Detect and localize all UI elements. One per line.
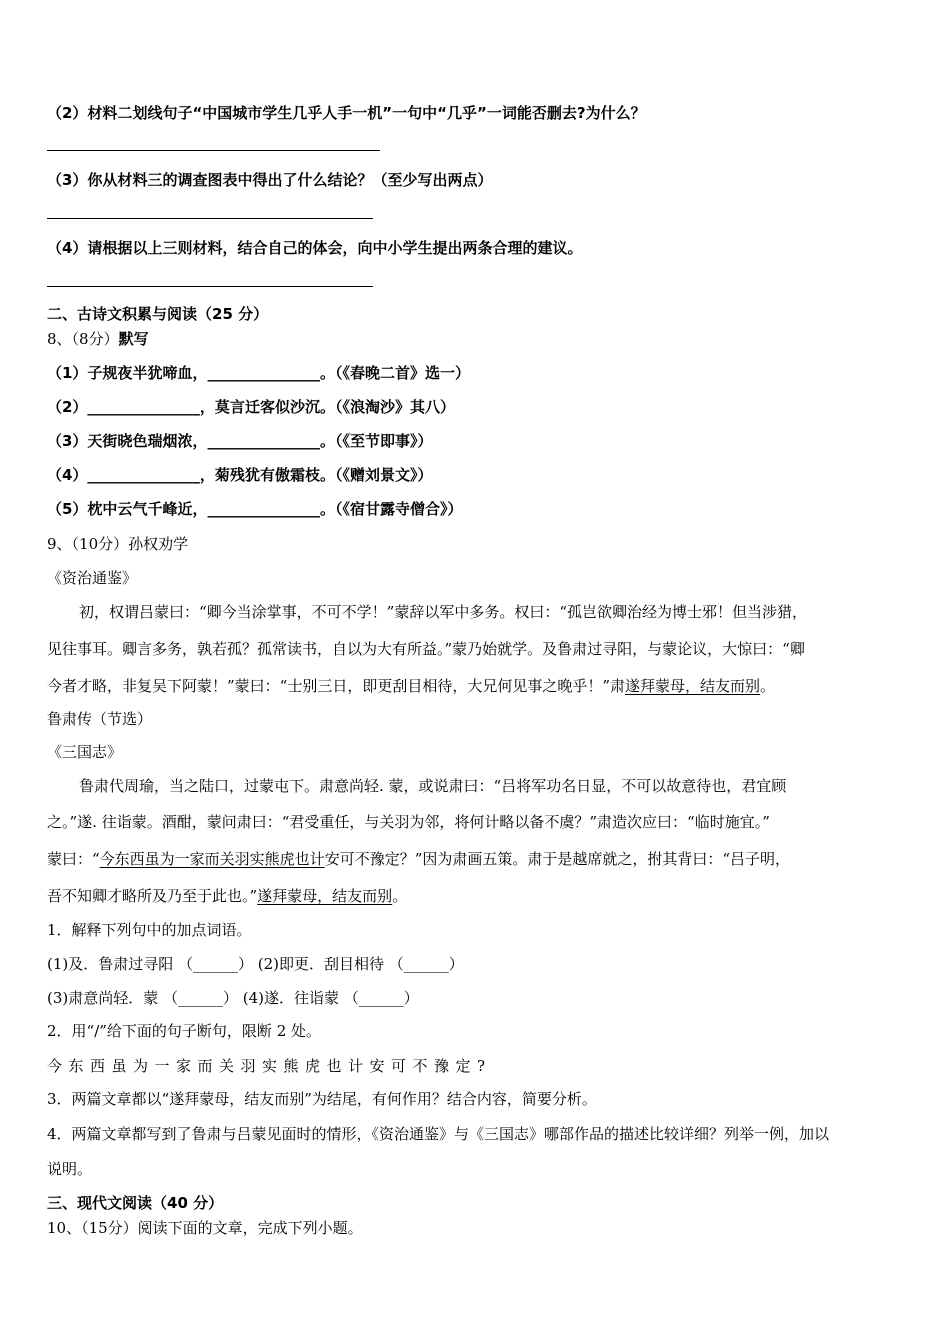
question-2: （2）材料二划线句子“中国城市学生几乎人手一机”一句中“几乎”一词能否删去?为什么？ (47, 104, 646, 122)
answer-line-4[interactable] (47, 286, 373, 287)
passage-2-line: 鲁肃代周瑜，当之陆口，过蒙屯下。肃意尚轻. 蒙，或说肃曰：“吕将军功名日显，不可以故意待也，君宜顾 (79, 777, 787, 795)
recitation-item: （1）子规夜半犹啼血，_______________。（《春晚二首》选一） (47, 364, 470, 382)
passage-2-line: 之。”遂. 往诣蒙。酒酣，蒙问肃曰：“君受重任，与关羽为邻，将何计略以备不虞？”肃造次应曰：“临时施宜。” (47, 813, 770, 831)
underlined-sentence: 今东西虽为一家而关羽实熊虎也计 (99, 850, 325, 868)
question-10: 10、（15分）阅读下面的文章，完成下列小题。 (47, 1219, 363, 1237)
sub-question-4: 4．两篇文章都写到了鲁肃与吕蒙见面时的情形，《资治通鉴》与《三国志》哪部作品的描述比较详细？列举一例，加以 (47, 1125, 830, 1143)
sub-question-2: 2．用“/”给下面的句子断句，限断 2 处。 (47, 1022, 322, 1040)
recitation-item: （3）天街晓色瑞烟浓，_______________。（《至节即事》） (47, 432, 433, 450)
passage-2-line: 蒙曰：“今东西虽为一家而关羽实熊虎也计安可不豫定？”因为肃画五策。肃于是越席就之，拊其背曰：“吕子明， (47, 850, 791, 868)
title-lusu-zhuan: 鲁肃传（节选） (47, 710, 153, 728)
underlined-sentence: 遂拜蒙母，结友而别 (625, 677, 761, 695)
passage-1-line: 今者才略，非复吴下阿蒙！”蒙曰：“士别三日，即更刮目相待，大兄何见事之晚乎！”肃遂拜蒙母，结友而别。 (47, 677, 776, 695)
underlined-sentence: 遂拜蒙母，结友而别 (257, 887, 393, 905)
source-zizhitongjian: 《资治通鉴》 (47, 569, 138, 587)
answer-line-3[interactable] (47, 218, 373, 219)
question-8-number: 8、（8分） (47, 330, 119, 348)
question-3: （3）你从材料三的调查图表中得出了什么结论？（至少写出两点） (47, 171, 493, 189)
sub-question-2-sentence: 今东西虽为一家而关羽实熊虎也计安可不豫定? (47, 1057, 492, 1075)
sub-question-1: 1．解释下列句中的加点词语。 (47, 921, 252, 939)
question-8-title: 默写 (118, 330, 149, 348)
passage-2-line: 吾不知卿才略所及乃至于此也。”遂拜蒙母，结友而别。 (47, 887, 408, 905)
sub-question-3: 3．两篇文章都以“遂拜蒙母，结友而别”为结尾，有何作用？结合内容，简要分析。 (47, 1090, 597, 1108)
recitation-item: （5）枕中云气千峰近，_______________。（《宿甘露寺僧合》） (47, 500, 463, 518)
sub-question-1-items: (3)肃意尚轻．蒙 （______） (4)遂．往诣蒙 （______） (47, 989, 419, 1007)
section-3-heading: 三、现代文阅读（40 分） (47, 1194, 224, 1212)
recitation-item: （2）_______________，莫言迁客似沙沉。（《浪淘沙》其八） (47, 398, 455, 416)
question-9-title: 9、（10分）孙权劝学 (47, 535, 189, 553)
question-8-header (47, 329, 149, 349)
source-sanguozhi: 《三国志》 (47, 743, 123, 761)
passage-1-line: 见往事耳。卿言多务，孰若孤？孤常读书，自以为大有所益。”蒙乃始就学。及鲁肃过寻阳，与蒙论议，大惊曰：“卿 (47, 640, 805, 658)
sub-question-4-cont: 说明。 (47, 1160, 93, 1178)
question-4: （4）请根据以上三则材料，结合自己的体会，向中小学生提出两条合理的建议。 (47, 239, 583, 257)
passage-1-line: 初，权谓吕蒙曰：“卿今当涂掌事，不可不学！”蒙辞以军中多务。权曰：“孤岂欲卿治经为博士邪！但当涉猎， (79, 603, 808, 621)
sub-question-1-items: (1)及．鲁肃过寻阳 （______） (2)即更．刮目相待 （______） (47, 955, 464, 973)
section-2-heading: 二、古诗文积累与阅读（25 分） (47, 305, 269, 323)
answer-line-2[interactable] (47, 150, 380, 151)
recitation-item: （4）_______________，菊残犹有傲霜枝。（《赠刘景文》） (47, 466, 433, 484)
